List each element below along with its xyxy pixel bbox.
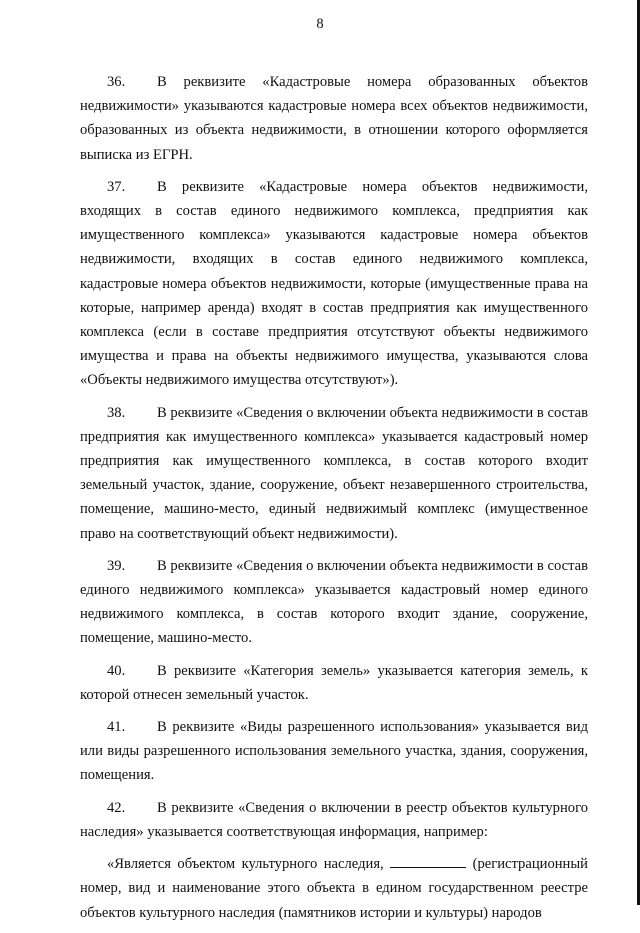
paragraph-number: 40. [107, 662, 126, 679]
quote-text-after-blank: (регистрационный номер, вид и наименование этого объекта в едином государственном реестре объектов культурного наследия (памятников истории и культуры) народов [80, 856, 588, 921]
paragraph-number: 38. [107, 404, 126, 421]
paragraph-text: В реквизите «Сведения о включении в реестр объектов культурного наследия» указывается соответствующая информация, например: [80, 799, 588, 840]
paragraph-text: В реквизите «Виды разрешенного использования» указывается вид или виды разрешенного использования земельного участка, здания, сооружения, помещения. [80, 719, 588, 784]
paragraph-38 [80, 401, 588, 546]
paragraph-text: В реквизите «Категория земель» указывается категория земель, к которой отнесен земельный участок. [80, 662, 588, 703]
paragraph-40 [80, 659, 588, 707]
paragraph-37 [80, 175, 588, 393]
quote-example [80, 852, 588, 925]
paragraph-39 [80, 554, 588, 651]
paragraph-number: 37. [107, 178, 126, 195]
paragraph-text: В реквизите «Кадастровые номера объектов недвижимости, входящих в состав единого недвижимого комплекса, предприятия как имущественного комплекса» указываются кадастровые номера объектов недвижимости, входящих в состав единого недвижимого комплекса, кадастровые номера объектов недвижимости, которые (имущественные права на которые, например аренда) входят в состав предприятия как имущественного комплекса (если в составе предприятия отсутствуют объекты недвижимого имущества и права на объекты недвижимого имущества, указываются слова «Объекты недвижимого имущества отсутствуют»). [80, 178, 588, 389]
quote-text-before-blank: «Является объектом культурного наследия, [107, 856, 384, 873]
paragraph-text: В реквизите «Кадастровые номера образованных объектов недвижимости» указываются кадастровые номера всех объектов недвижимости, образованных из объекта недвижимости, в отношении которого оформляется выписка из ЕГРН. [80, 74, 588, 163]
fill-in-blank [390, 856, 466, 868]
page-number: 8 [316, 16, 324, 32]
paragraph-41 [80, 715, 588, 788]
paragraph-number: 42. [107, 799, 126, 816]
paragraph-number: 36. [107, 74, 126, 90]
document-body [80, 70, 588, 933]
paragraph-36 [80, 70, 588, 167]
paragraph-42 [80, 796, 588, 844]
paragraph-text: В реквизите «Сведения о включении объекта недвижимости в состав единого недвижимого комплекса» указывается кадастровый номер единого недвижимого комплекса, в состав которого входит здание, сооружение, помещение, машино-место. [80, 557, 588, 647]
paragraph-number: 41. [107, 719, 126, 736]
paragraph-number: 39. [107, 557, 126, 574]
paragraph-text: В реквизите «Сведения о включении объекта недвижимости в состав предприятия как имущественного комплекса» указывается кадастровый номер предприятия как имущественного комплекса, в состав которого входит земельный участок, здание, сооружение, объект незавершенного строительства, помещение, машино-место, единый недвижимый комплекс (имущественное право на соответствующий объект недвижимости). [80, 404, 588, 542]
